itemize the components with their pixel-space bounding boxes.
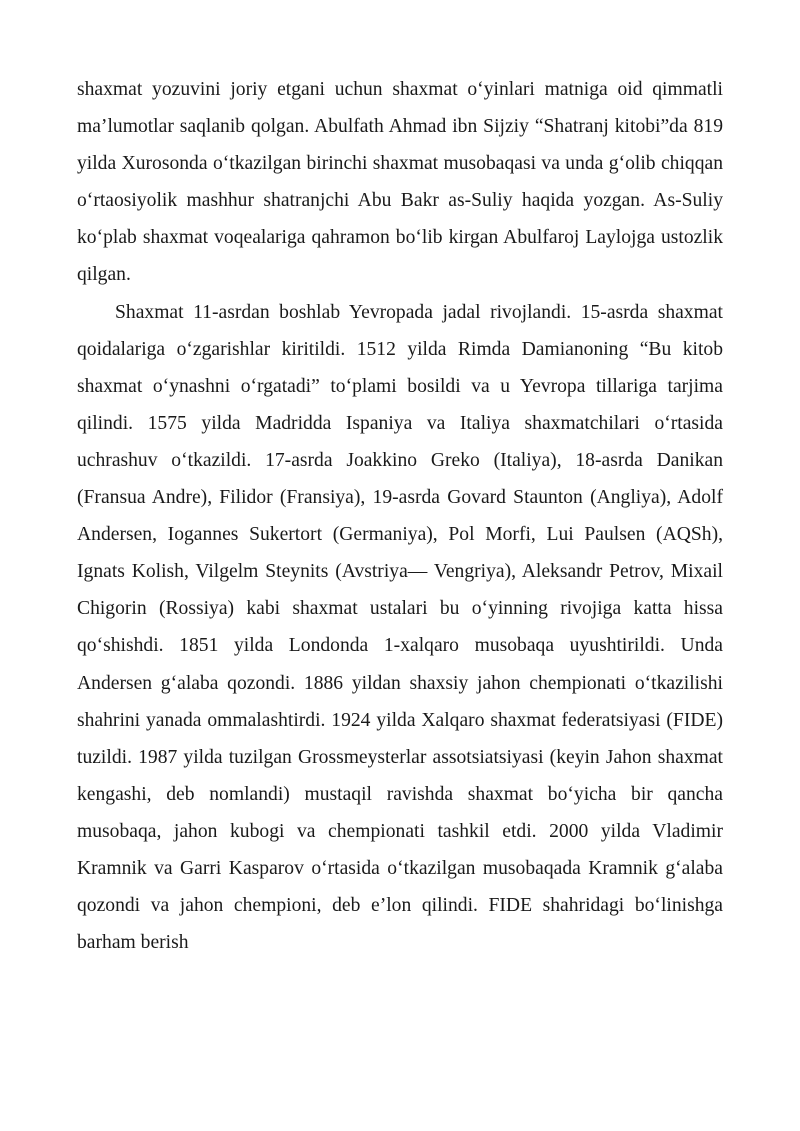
paragraph-1: shaxmat yozuvini joriy etgani uchun shaxmat o‘yinlari matniga oid qimmatli ma’lumotlar saqlanib qolgan. Abulfath Ahmad ibn Sijziy “Shatranj kitobi”da 819 yilda Xurosonda o‘tkazilgan birinchi shaxmat musobaqasi va unda g‘olib chiqqan o‘rtaosiyolik mashhur shatranjchi Abu Bakr as-Suliy haqida yozgan. As-Suliy ko‘plab shaxmat voqealariga qahramon bo‘lib kirgan Abulfaroj Laylojga ustozlik qilgan.: [77, 79, 723, 286]
paragraph-2: Shaxmat 11-asrdan boshlab Yevropada jadal rivojlandi. 15-asrda shaxmat qoidalariga o‘zgarishlar kiritildi. 1512 yilda Rimda Damianoning “Bu kitob shaxmat o‘ynashni o‘rgatadi” to‘plami bosildi va u Yevropa tillariga tarjima qilindi. 1575 yilda Madridda Ispaniya va Italiya shaxmatchilari o‘rtasida uchrashuv o‘tkazildi. 17-asrda Joakkino Greko (Italiya), 18-asrda Danikan (Fransua Andre), Filidor (Fransiya), 19-asrda Govard Staunton (Angliya), Adolf Andersen, Iogannes Sukertort (Germaniya), Pol Morfi, Lui Paulsen (AQSh), Ignats Kolish, Vilgelm Steynits (Avstriya— Vengriya), Aleksandr Petrov, Mixail Chigorin (Rossiya) kabi shaxmat ustalari bu o‘yinning rivojiga katta hissa qo‘shishdi. 1851 yilda Londonda 1-xalqaro musobaqa uyushtirildi. Unda Andersen g‘alaba qozondi. 1886 yildan shaxsiy jahon chempionati o‘tkazilishi shahrini yanada ommalashtirdi. 1924 yilda Xalqaro shaxmat federatsiyasi (FIDE) tuzildi. 1987 yilda tuzilgan Grossmeysterlar assotsiatsiyasi (keyin Jahon shaxmat kengashi, deb nomlandi) mustaqil ravishda shaxmat bo‘yicha bir qancha musobaqa, jahon kubogi va chempionati tashkil etdi. 2000 yilda Vladimir Kramnik va Garri Kasparov o‘rtasida o‘tkazilgan musobaqada Kramnik g‘alaba qozondi va jahon chempioni, deb e’lon qilindi. FIDE shahridagi bo‘linishga barham berish: [77, 301, 723, 954]
document-page: [77, 71, 723, 961]
